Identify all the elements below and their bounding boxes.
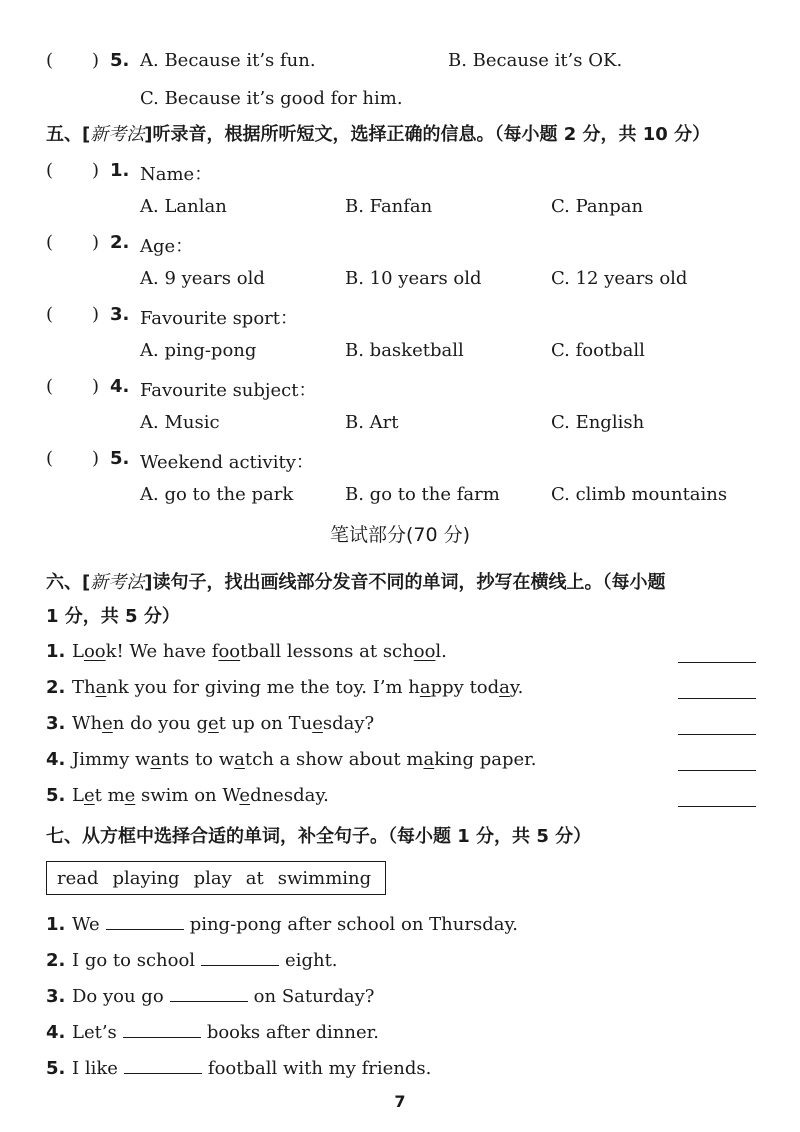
text-part: k! We have f [105, 641, 219, 662]
text-part: nts to w [161, 749, 235, 770]
paren-close: ) [92, 232, 100, 253]
paren-close: ) [92, 50, 100, 71]
section7-sentence-5 [46, 1058, 431, 1079]
text-part: Wh [72, 713, 103, 734]
sentence-before: We [72, 914, 100, 935]
text-part: n do you g [112, 713, 208, 734]
question-prompt: Favourite subject： [140, 380, 317, 401]
answer-line[interactable] [678, 806, 756, 807]
fill-blank[interactable] [106, 915, 184, 930]
paren-open: ( [46, 304, 54, 325]
word-box-item: playing [112, 867, 180, 889]
answer-paren[interactable] [46, 232, 100, 253]
paren-close: ) [92, 160, 100, 181]
answer-paren[interactable] [46, 304, 100, 325]
fill-blank[interactable] [201, 951, 279, 966]
question-prompt: Name： [140, 164, 213, 185]
section5-tag: 新考法 [90, 124, 145, 145]
sentence-number: 4. [46, 749, 66, 770]
section5-heading [46, 120, 710, 146]
sentence-number: 2. [46, 950, 66, 971]
underlined-part: e [102, 713, 113, 734]
underlined-part: oo [83, 641, 106, 662]
answer-line[interactable] [678, 734, 756, 735]
underlined-part: e [83, 785, 95, 806]
option-c: C. football [551, 340, 645, 361]
section5-heading-rest: ]听录音，根据所听短文，选择正确的信息。（每小题 2 分，共 10 分） [144, 124, 711, 145]
section6-heading [46, 568, 665, 594]
text-part: t up on Tu [218, 713, 313, 734]
option-a: A. go to the park [140, 484, 294, 505]
sentence-before: I go to school [72, 950, 196, 971]
text-part: tch a show about m [244, 749, 424, 770]
option-b: B. Fanfan [345, 196, 433, 217]
underlined-part: a [419, 677, 431, 698]
question-prompt: Weekend activity： [140, 452, 314, 473]
sentence-number: 5. [46, 785, 66, 806]
section6-heading-rest: ]读句子，找出画线部分发音不同的单词，抄写在横线上。（每小题 [144, 572, 666, 593]
sentence-before: Do you go [72, 986, 164, 1007]
paren-open: ( [46, 376, 54, 397]
sentence-before: Let’s [72, 1022, 117, 1043]
underlined-part: a [95, 677, 107, 698]
option-b: B. Art [345, 412, 399, 433]
text-part: dnesday. [250, 785, 329, 806]
question-number: 2. [110, 232, 130, 253]
sentence-number: 3. [46, 713, 66, 734]
answer-line[interactable] [678, 662, 756, 663]
text-part: king paper. [434, 749, 537, 770]
word-box [46, 861, 386, 895]
sentence-number: 1. [46, 914, 66, 935]
text-part: ppy tod [430, 677, 500, 698]
section6-heading-line2: 1 分，共 5 分） [46, 606, 180, 627]
sentence-number: 4. [46, 1022, 66, 1043]
section6-sentence-4 [46, 749, 536, 770]
text-part: sday? [322, 713, 375, 734]
underlined-part: e [312, 713, 323, 734]
fill-blank[interactable] [124, 1059, 202, 1074]
underlined-part: a [234, 749, 245, 770]
underlined-part: a [423, 749, 435, 770]
sentence-number: 3. [46, 986, 66, 1007]
sentence-number: 5. [46, 1058, 66, 1079]
option-c: C. English [551, 412, 645, 433]
fill-blank[interactable] [170, 987, 248, 1002]
text-part: Th [72, 677, 96, 698]
text-part: y. [509, 677, 524, 698]
question-prompt: Favourite sport： [140, 308, 299, 329]
text-part: l. [435, 641, 447, 662]
section6-tag: 新考法 [90, 572, 145, 593]
option-c: C. Panpan [551, 196, 644, 217]
paren-open: ( [46, 232, 54, 253]
page-number: 7 [394, 1092, 406, 1111]
text-part: L [72, 785, 84, 806]
sentence-before: I like [72, 1058, 118, 1079]
answer-paren[interactable] [46, 160, 100, 181]
sentence-number: 1. [46, 641, 66, 662]
sentence-after: ping-pong after school on Thursday. [189, 914, 518, 935]
section7-sentence-2 [46, 950, 338, 971]
answer-paren[interactable] [46, 448, 100, 469]
answer-paren[interactable] [46, 376, 100, 397]
written-part-title: 笔试部分(70 分) [329, 524, 471, 546]
section6-sentence-2 [46, 677, 523, 698]
underlined-part: e [239, 785, 251, 806]
word-box-item: read [57, 867, 99, 889]
sentence-after: football with my friends. [207, 1058, 432, 1079]
word-box-item: at [245, 867, 264, 889]
option-c: C. Because it’s good for him. [140, 88, 403, 109]
option-b: B. Because it’s OK. [448, 50, 623, 71]
paren-close: ) [92, 304, 100, 325]
question-number: 3. [110, 304, 130, 325]
option-a: A. 9 years old [140, 268, 265, 289]
option-a: A. Music [140, 412, 220, 433]
sentence-number: 2. [46, 677, 66, 698]
underlined-part: e [124, 785, 136, 806]
section6-sentence-5 [46, 785, 329, 806]
option-b: B. basketball [345, 340, 464, 361]
question-number: 4. [110, 376, 130, 397]
text-part: L [72, 641, 84, 662]
section6-heading-prefix: 六、[ [46, 572, 91, 593]
underlined-part: oo [218, 641, 241, 662]
text-part: tball lessons at sch [240, 641, 414, 662]
option-a: A. ping-pong [140, 340, 257, 361]
text-part: t m [94, 785, 125, 806]
question-prompt: Age： [140, 236, 194, 257]
option-c: C. 12 years old [551, 268, 688, 289]
option-b: B. go to the farm [345, 484, 500, 505]
paren-open: ( [46, 448, 54, 469]
paren-close: ) [92, 448, 100, 469]
option-b: B. 10 years old [345, 268, 482, 289]
underlined-part: a [499, 677, 510, 698]
section6-sentence-3 [46, 713, 374, 734]
section6-sentence-1 [46, 641, 447, 662]
paren-open: ( [46, 50, 54, 71]
paren-open: ( [46, 160, 54, 181]
word-box-item: swimming [277, 867, 372, 889]
answer-line[interactable] [678, 770, 756, 771]
question-number: 1. [110, 160, 130, 181]
underlined-part: a [150, 749, 162, 770]
section7-sentence-4 [46, 1022, 379, 1043]
text-part: swim on W [135, 785, 240, 806]
option-c: C. climb mountains [551, 484, 728, 505]
answer-paren[interactable] [46, 50, 100, 71]
question-number: 5. [110, 448, 130, 469]
word-box-item: play [193, 867, 232, 889]
paren-close: ) [92, 376, 100, 397]
option-a: A. Because it’s fun. [140, 50, 316, 71]
sentence-after: books after dinner. [206, 1022, 379, 1043]
underlined-part: oo [413, 641, 436, 662]
underlined-part: e [208, 713, 219, 734]
section5-heading-prefix: 五、[ [46, 124, 91, 145]
text-part: Jimmy w [72, 749, 151, 770]
section7-sentence-1 [46, 914, 518, 935]
answer-line[interactable] [678, 698, 756, 699]
section7-heading: 七、从方框中选择合适的单词，补全句子。（每小题 1 分，共 5 分） [46, 826, 592, 847]
section7-sentence-3 [46, 986, 374, 1007]
fill-blank[interactable] [123, 1023, 201, 1038]
option-a: A. Lanlan [140, 196, 227, 217]
question-number: 5. [110, 50, 130, 71]
sentence-after: eight. [285, 950, 338, 971]
text-part: nk you for giving me the toy. I’m h [106, 677, 420, 698]
sentence-after: on Saturday? [253, 986, 375, 1007]
